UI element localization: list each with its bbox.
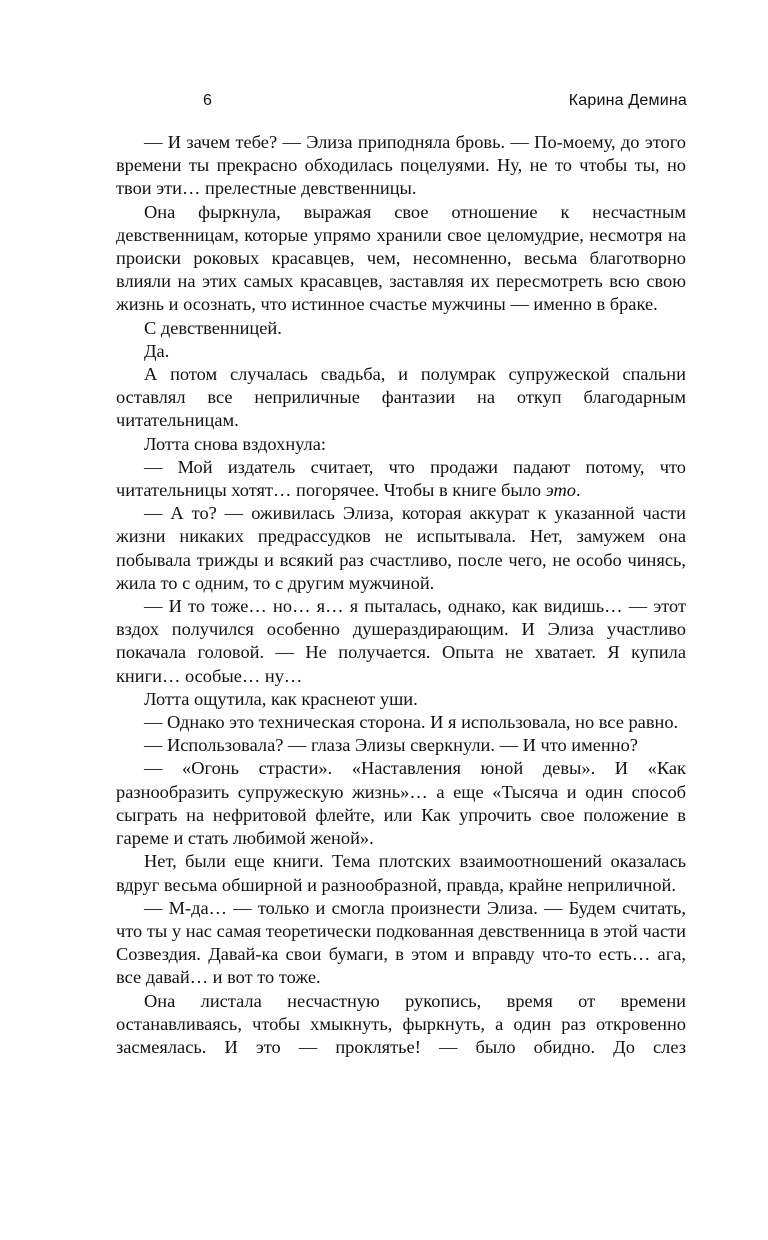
running-head bbox=[203, 92, 687, 116]
paragraph: Нет, были еще книги. Тема плотских взаимоотношений оказалась вдруг весьма обширной и разнообразной, правда, крайне неприличной. bbox=[116, 851, 686, 895]
paragraph: Она фыркнула, выражая свое отношение к несчастным девственницам, которые упрямо хранили свое целомудрие, несмотря на происки роковых красавцев, чем, несомненно, весьма благотворно влияли на этих самых красавцев, заставляя их пересмотреть всю свою жизнь и осознать, что истинное счастье мужчины — именно в браке. bbox=[116, 201, 686, 315]
paragraph: — Использовала? — глаза Элизы сверкнули. — И что именно? bbox=[144, 735, 638, 756]
paragraph: С девственницей. bbox=[144, 317, 282, 338]
paragraph: А потом случалась свадьба, и полумрак супружеской спальни оставлял все неприличные фантазии на откуп благодарным читательницам. bbox=[116, 364, 686, 431]
paragraph: Лотта ощутила, как краснеют уши. bbox=[144, 688, 418, 709]
body-text bbox=[116, 131, 686, 1059]
paragraph-text: . bbox=[576, 480, 581, 501]
paragraph bbox=[116, 456, 686, 502]
running-head-author: Карина Демина bbox=[568, 92, 687, 109]
paragraph: — Однако это техническая сторона. И я использовала, но все равно. bbox=[144, 712, 679, 733]
paragraph: — И то тоже… но… я… я пыталась, однако, как видишь… — этот вздох получился особенно душераздирающим. И Элиза участливо покачала головой. — Не получается. Опыта не хватает. Я купила книги… особые… ну… bbox=[116, 596, 686, 686]
paragraph: — «Огонь страсти». «Наставления юной девы». И «Как разнообразить супружескую жизнь»… а еще «Тысяча и один способ сыграть на нефритовой флейте, или Как упрочить свое положение в гареме и стать любимой женой». bbox=[116, 758, 686, 849]
paragraph: — А то? — оживилась Элиза, которая аккурат к указанной части жизни никаких предрассудков не испытывала. Нет, замужем она побывала трижды и всякий раз счастливо, после чего, не особо чинясь, жила то с одним, то с другим мужчиной. bbox=[116, 503, 686, 593]
page-number: 6 bbox=[203, 92, 212, 109]
paragraph: Она листала несчастную рукопись, время от времени останавливаясь, чтобы хмыкнуть, фыркнуть, а один раз откровенно засмеялась. И это — проклятье! — было обидно. До слез bbox=[116, 990, 686, 1057]
paragraph: — И зачем тебе? — Элиза приподняла бровь. — По-моему, до этого времени ты прекрасно обходилась поцелуями. Ну, не то чтобы ты, но твои эти… прелестные девственницы. bbox=[116, 132, 686, 199]
paragraph: — М-да… — только и смогла произнести Элиза. — Будем считать, что ты у нас самая теоретически подкованная девственница в этой части Созвездия. Давай-ка свои бумаги, в этом и вправду что-то есть… ага, все давай… и вот то тоже. bbox=[116, 897, 686, 988]
paragraph-text: — Мой издатель считает, что продажи падают потому, что читательницы хотят… погорячее. Чтобы в книге было bbox=[116, 456, 686, 501]
paragraph: Да. bbox=[144, 340, 170, 361]
emphasized-word: это bbox=[545, 480, 576, 501]
paragraph: Лотта снова вздохнула: bbox=[144, 433, 327, 454]
